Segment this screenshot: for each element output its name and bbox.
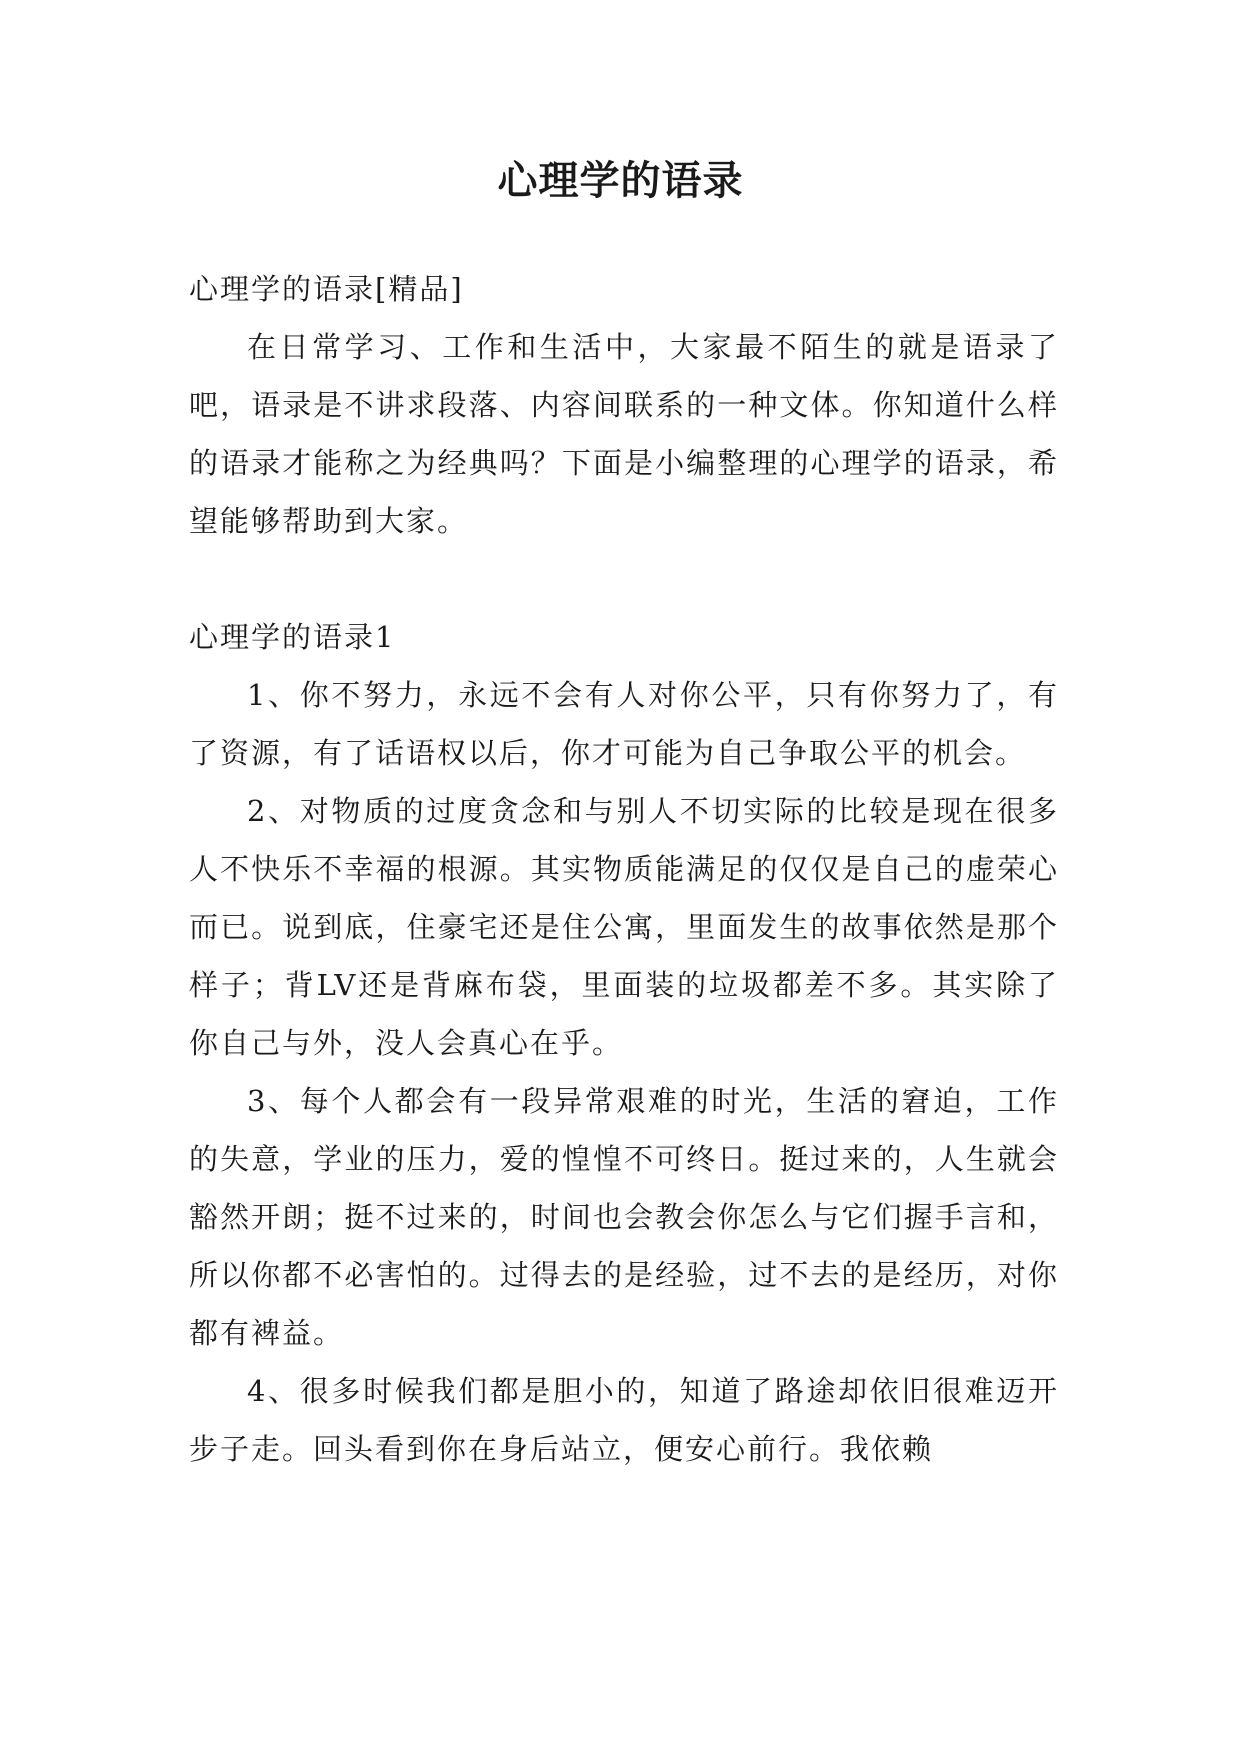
quote-item-1: 1、你不努力，永远不会有人对你公平，只有你努力了，有了资源，有了话语权以后，你才可能为自己争取公平的机会。 (189, 678, 1059, 770)
paragraph-spacer (189, 550, 1059, 608)
document-title: 心理学的语录 (497, 157, 744, 204)
quote-item-3: 3、每个人都会有一段异常艰难的时光，生活的窘迫，工作的失意，学业的压力，爱的惶惶不可终日。挺过来的，人生就会豁然开朗；挺不过来的，时间也会教会你怎么与它们握手言和，所以你都不必害怕的。过得去的是经验，过不去的是经历，对你都有裨益。 (189, 1084, 1059, 1350)
quote-item-4: 4、很多时候我们都是胆小的，知道了路途却依旧很难迈开步子走。回头看到你在身后站立，便安心前行。我依赖 (189, 1374, 1059, 1466)
quote-item-2: 2、对物质的过度贪念和与别人不切实际的比较是现在很多人不快乐不幸福的根源。其实物质能满足的仅仅是自己的虚荣心而已。说到底，住豪宅还是住公寓，里面发生的故事依然是那个样子；背LV还是背麻布袋，里面装的垃圾都差不多。其实除了你自己与外，没人会真心在乎。 (189, 794, 1059, 1060)
document-subtitle: 心理学的语录[精品] (189, 272, 464, 306)
section-heading: 心理学的语录1 (189, 620, 396, 654)
intro-paragraph: 在日常学习、工作和生活中，大家最不陌生的就是语录了吧，语录是不讲求段落、内容间联系的一种文体。你知道什么样的语录才能称之为经典吗？下面是小编整理的心理学的语录，希望能够帮助到大家。 (189, 330, 1059, 538)
document-body (189, 260, 1059, 1478)
